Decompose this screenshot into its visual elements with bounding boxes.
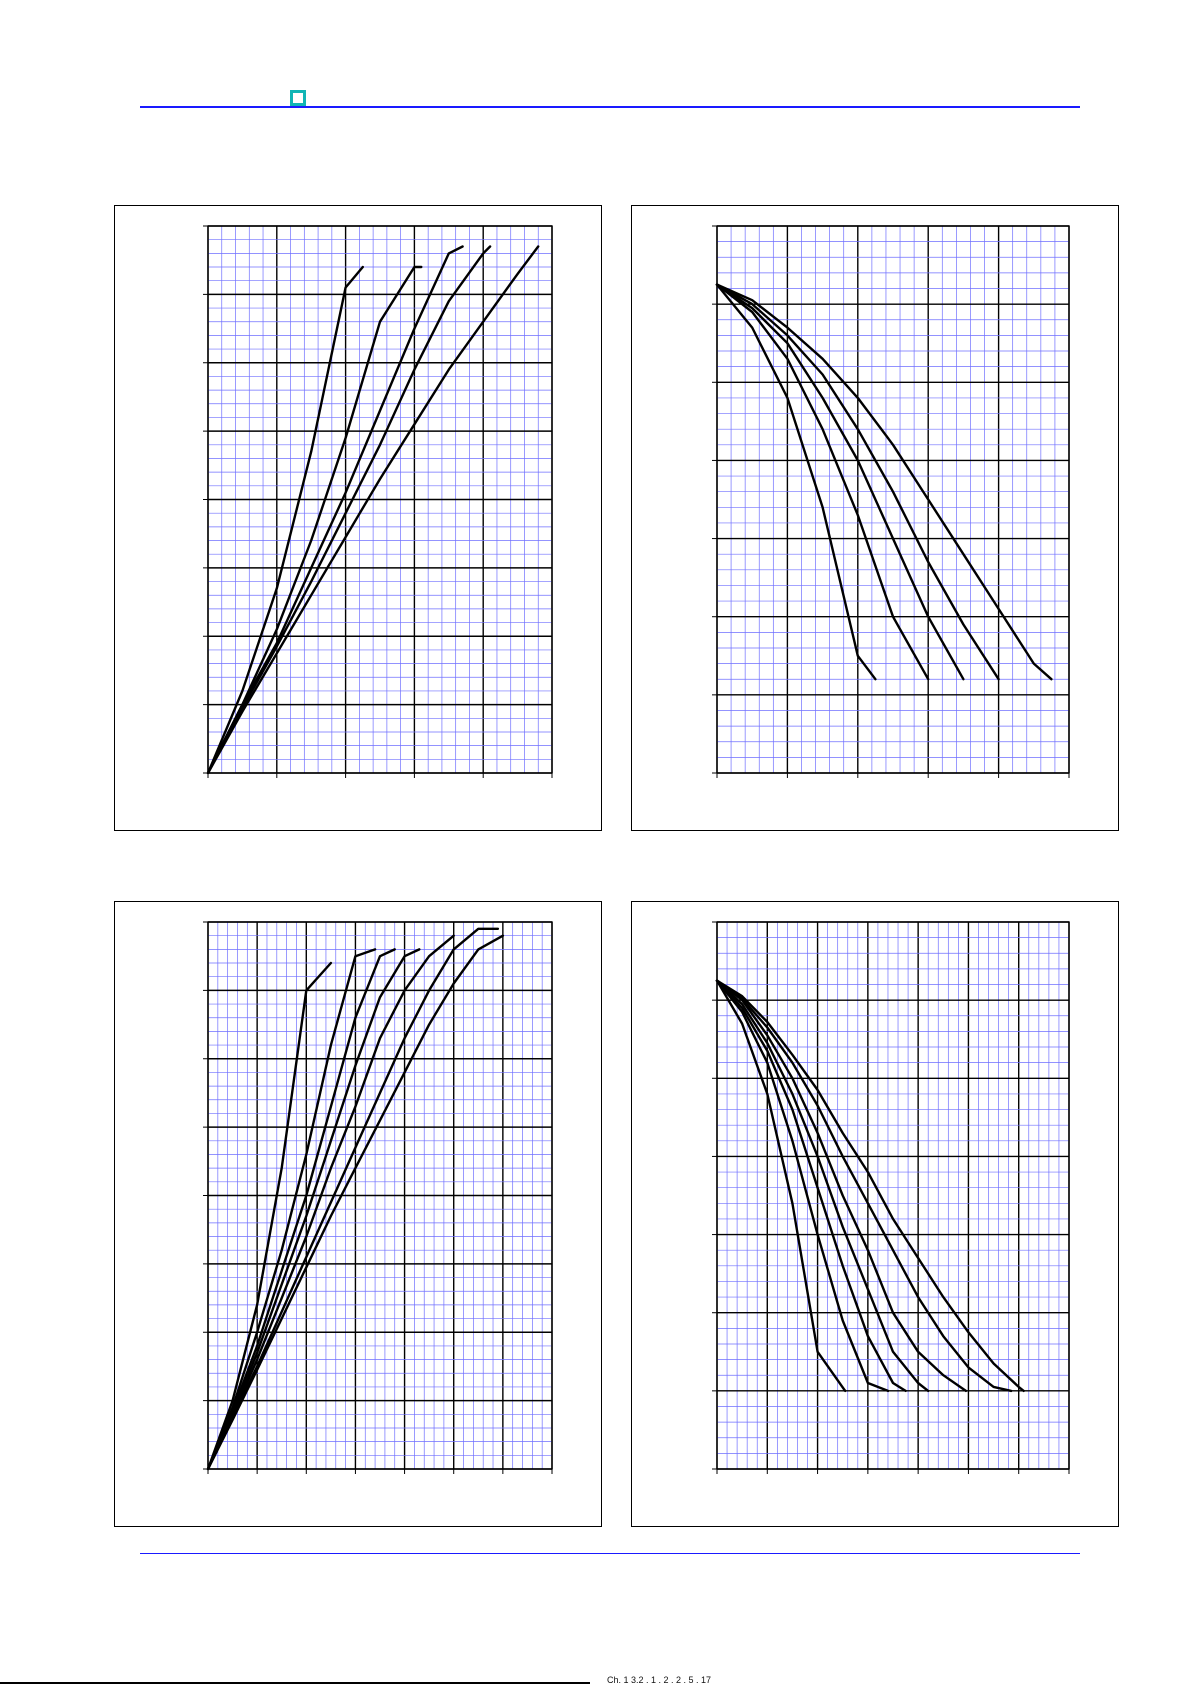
series-line-5 <box>717 285 1051 680</box>
chart-series <box>717 981 1024 1391</box>
series-line-6 <box>208 929 498 1469</box>
chart-panel-4 <box>631 901 1119 1527</box>
header-rule <box>140 106 1080 108</box>
series-line-5 <box>717 981 966 1391</box>
footer-text: Ch. 1 3.2 . 1 . 2 . 2 . 5 . 17 <box>607 1675 712 1685</box>
brand-logo-icon <box>290 90 306 106</box>
chart-grid <box>203 226 552 778</box>
chart-series <box>717 285 1051 680</box>
series-line-2 <box>717 981 888 1391</box>
chart-panel-1 <box>114 205 602 831</box>
series-line-3 <box>717 285 963 680</box>
chart-panel-3 <box>114 901 602 1527</box>
plot-frame <box>717 226 1069 773</box>
series-line-1 <box>717 981 845 1391</box>
bottom-rule <box>0 1682 590 1684</box>
series-line-4 <box>208 247 490 774</box>
series-line-3 <box>717 981 906 1391</box>
chart-grid <box>712 922 1069 1474</box>
series-line-2 <box>717 285 928 680</box>
series-line-1 <box>208 267 363 773</box>
chart-1-svg <box>115 206 603 832</box>
chart-grid <box>712 226 1069 778</box>
chart-4-svg <box>632 902 1120 1528</box>
page-header <box>0 0 1191 120</box>
chart-2-svg <box>632 206 1120 832</box>
chart-panel-2 <box>631 205 1119 831</box>
plot-frame <box>717 922 1069 1469</box>
chart-3-svg <box>115 902 603 1528</box>
footer-rule <box>140 1553 1080 1554</box>
